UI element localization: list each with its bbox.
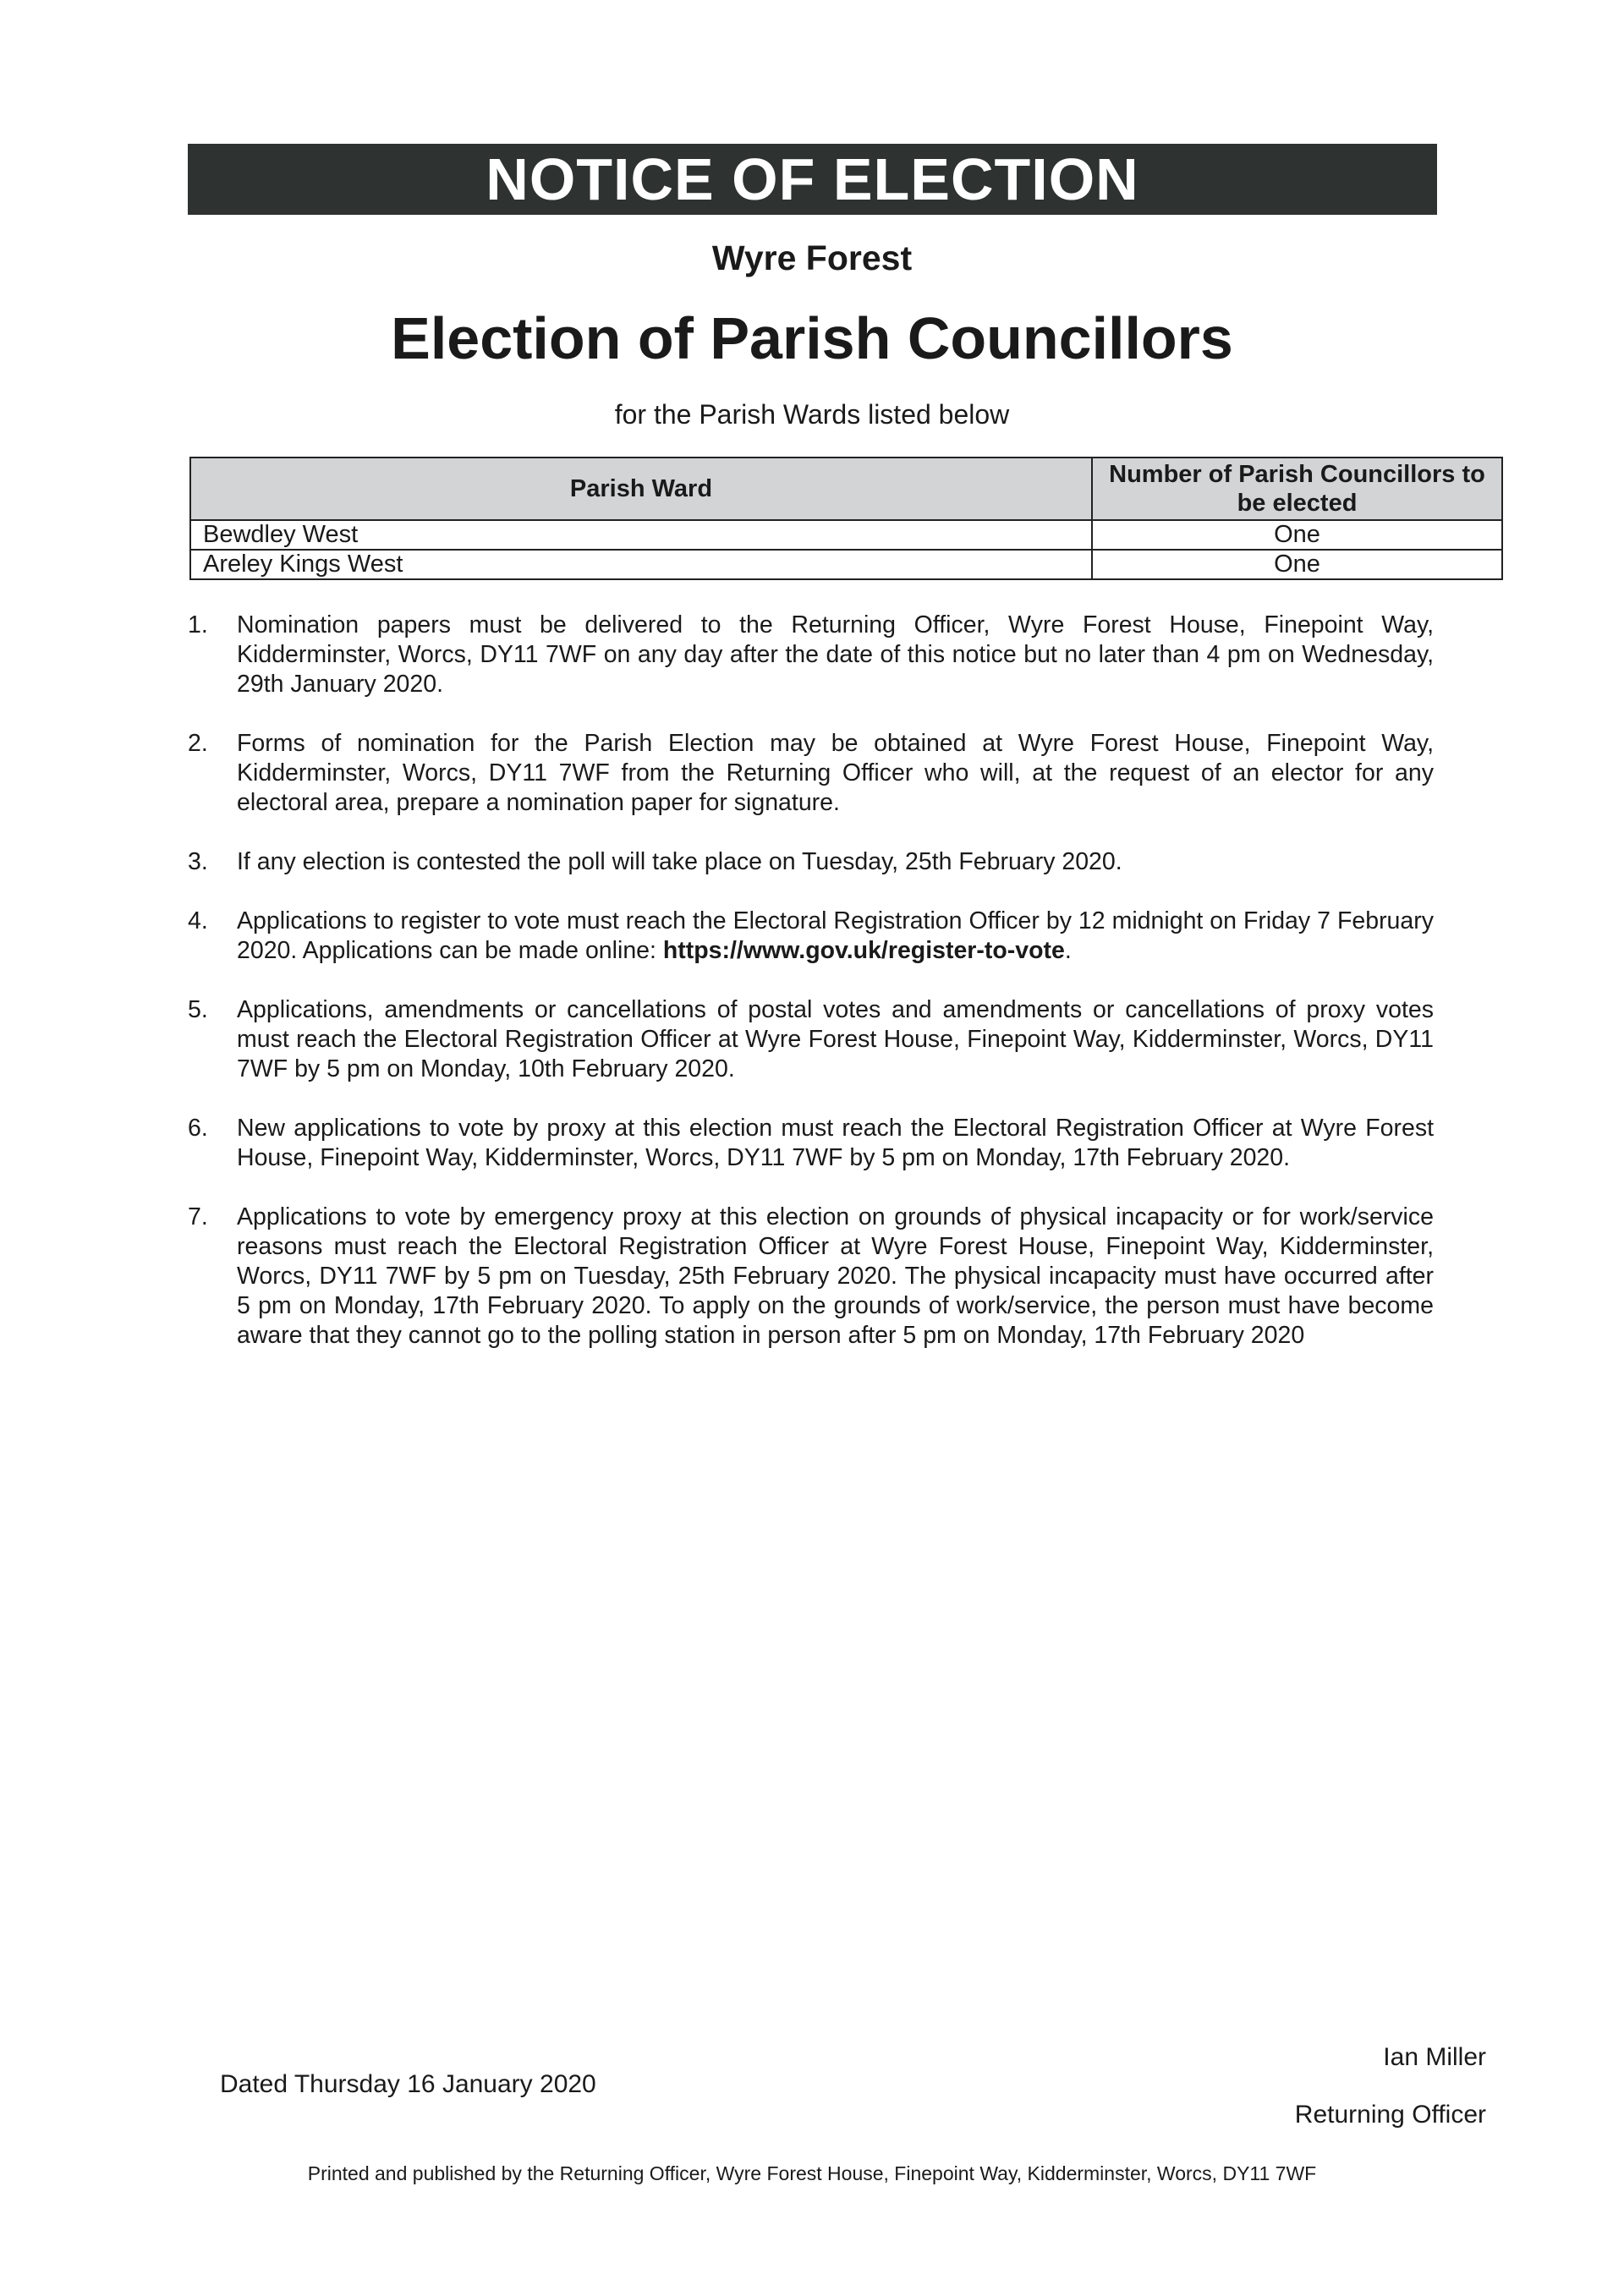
clause-text-wrapper [237,907,1434,966]
header-number-to-elect: Number of Parish Councillors to be elected [1092,458,1502,520]
clause-item [188,847,1434,877]
clause-number: 7. [188,1203,208,1230]
clause-item [188,995,1434,1084]
imprint-line: Printed and published by the Returning Officer, Wyre Forest House, Finepoint Way, Kidderminster, Worcs, DY11 7WF [307,2162,1317,2184]
councillor-count: One [1092,520,1502,550]
clause-text: New applications to vote by proxy at this election must reach the Electoral Registration Officer at Wyre Forest House, Finepoint Way, Kidderminster, Worcs, DY11 7WF by 5 pm on Monday, 17th February 2020. [237,1115,1434,1171]
clause-text: Forms of nomination for the Parish Election may be obtained at Wyre Forest House, Finepoint Way, Kidderminster, Worcs, DY11 7WF from the Returning Officer who will, at the request of an elector for any electoral area, prepare a nomination paper for signature. [237,730,1434,816]
clause-item [188,1203,1434,1351]
clause-text: Nomination papers must be delivered to the Returning Officer, Wyre Forest House, Finepoint Way, Kidderminster, Worcs, DY11 7WF on any day after the date of this notice but no later than 4 pm on Wednesday, 29th January 2020. [237,611,1434,698]
council-name: Wyre Forest [711,238,913,277]
clause-text: Applications, amendments or cancellations of postal votes and amendments or cancellations of proxy votes must reach the Electoral Registration Officer at Wyre Forest House, Finepoint Way, Kidderminster, Worcs, DY11 7WF by 5 pm on Monday, 10th February 2020. [237,996,1434,1082]
councillor-count: One [1092,550,1502,579]
clause-number: 6. [188,1115,208,1142]
dated-line: Dated Thursday 16 January 2020 [220,2070,596,2098]
election-heading: Election of Parish Councillors [391,305,1233,371]
clause-number: 4. [188,907,208,934]
parish-wards-table [189,457,1503,580]
notice-banner [188,144,1437,215]
clause-number: 3. [188,848,208,875]
wards-subheading: for the Parish Wards listed below [614,399,1010,430]
table-row [190,520,1502,550]
clause-item [188,611,1434,699]
register-to-vote-link: https://www.gov.uk/register-to-vote [662,937,1065,964]
clause-number: 2. [188,730,208,757]
header-parish-ward: Parish Ward [190,458,1092,520]
signer-title: Returning Officer [1294,2101,1486,2129]
clause-text: If any election is contested the poll will take place on Tuesday, 25th February 2020. [237,848,1122,875]
notice-title: NOTICE OF ELECTION [486,146,1139,212]
clause-text: Applications to register to vote must reach the Electoral Registration Officer by 12 midnight on Friday 7 February 2020. Applications can be made online: [237,907,1434,964]
table-header-row [190,458,1502,520]
ward-name: Areley Kings West [190,550,1092,579]
clause-item [188,1114,1434,1173]
notice-clauses [188,611,1434,1380]
clause-number: 1. [188,611,208,638]
clause-item [188,907,1434,966]
table-row [190,550,1502,579]
clause-text-end: . [1064,937,1072,964]
clause-text: Applications to vote by emergency proxy at this election on grounds of physical incapacity or for work/service reasons must reach the Electoral Registration Officer at Wyre Forest House, Finepoint Way, Kidderminster, Worcs, DY11 7WF by 5 pm on Tuesday, 25th February 2020. The physical incapacity must have occurred after 5 pm on Monday, 17th February 2020. To apply on the grounds of work/service, the person must have become aware that they cannot go to the polling station in person after 5 pm on Monday, 17th February 2020 [237,1203,1434,1349]
clause-number: 5. [188,996,208,1023]
ward-name: Bewdley West [190,520,1092,550]
signer-name: Ian Miller [1383,2043,1486,2071]
clause-item [188,729,1434,818]
